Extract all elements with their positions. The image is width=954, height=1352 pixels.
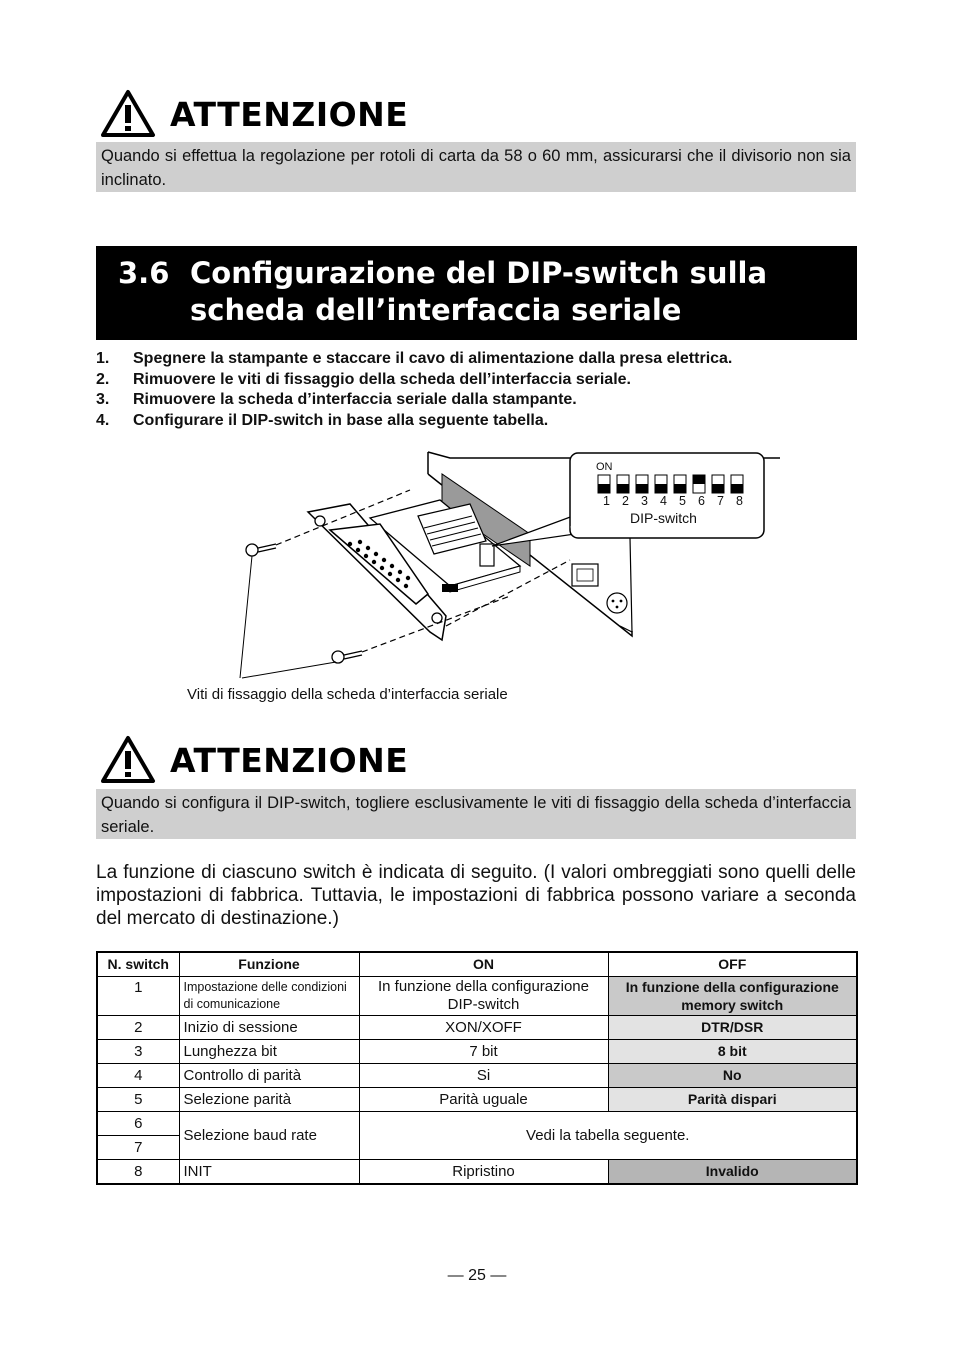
table-cell: 5 xyxy=(97,1088,179,1112)
table-cell: 7 bit xyxy=(359,1040,608,1064)
table-header: OFF xyxy=(608,952,857,977)
dip-switch-knob xyxy=(617,484,629,493)
steps-list xyxy=(96,349,856,432)
warning-text-2: Quando si configura il DIP-switch, togliere esclusivamente le viti di fissaggio della scheda d’interfaccia seriale. xyxy=(96,789,856,839)
table-cell: 8 xyxy=(97,1160,179,1185)
table-cell: 1 xyxy=(97,977,179,1016)
table-cell: 4 xyxy=(97,1064,179,1088)
list-item: 1. Spegnere la stampante e staccare il cavo di alimentazione dalla presa elettrica. xyxy=(96,350,733,367)
dip-number: 1 xyxy=(603,494,610,508)
warning-triangle-icon xyxy=(100,89,156,139)
table-cell: 8 bit xyxy=(608,1040,857,1064)
table-cell: Parità dispari xyxy=(608,1088,857,1112)
table-row xyxy=(97,1160,857,1185)
table-cell: 6 xyxy=(97,1112,179,1136)
dip-switch-knob xyxy=(655,484,667,493)
table-row xyxy=(97,1016,857,1040)
warning-text-1: Quando si effettua la regolazione per rotoli di carta da 58 o 60 mm, assicurarsi che il divisorio non sia inclinato. xyxy=(96,142,856,192)
table-cell: 7 xyxy=(97,1136,179,1160)
table-header-row xyxy=(97,952,857,977)
dip-switch-label: DIP-switch xyxy=(630,510,697,526)
table-cell: In funzione della configurazione memory switch xyxy=(608,977,857,1016)
section-title: Configurazione del DIP-switch sulla scheda dell’interfaccia seriale xyxy=(190,256,768,327)
table-row xyxy=(97,1040,857,1064)
table-cell: In funzione della configurazione DIP-switch xyxy=(359,977,608,1016)
list-item: 4. Configurare il DIP-switch in base alla seguente tabella. xyxy=(96,412,549,430)
warning-heading-1 xyxy=(100,88,700,140)
dip-switch-table xyxy=(96,951,858,1185)
list-item: 2. Rimuovere le viti di fissaggio della scheda dell’interfaccia seriale. xyxy=(96,370,631,388)
dip-number: 2 xyxy=(622,494,629,508)
dip-number: 3 xyxy=(641,494,648,508)
table-cell: Selezione baud rate xyxy=(179,1112,359,1160)
table-header: N. switch xyxy=(97,952,179,977)
dip-switch-numbers xyxy=(597,494,749,508)
table-cell: INIT xyxy=(179,1160,359,1185)
table-cell: Vedi la tabella seguente. xyxy=(359,1112,857,1160)
table-cell: Si xyxy=(359,1064,608,1088)
section-heading xyxy=(96,246,857,340)
warning-triangle-icon xyxy=(100,735,156,785)
table-cell: Invalido xyxy=(608,1160,857,1185)
table-cell: XON/XOFF xyxy=(359,1016,608,1040)
dip-switch-knob xyxy=(598,484,610,493)
dip-switch-knob xyxy=(636,484,648,493)
section-number: 3.6 xyxy=(118,256,170,290)
dip-switch-knob xyxy=(712,484,724,493)
table-cell: Ripristino xyxy=(359,1160,608,1185)
table-header: ON xyxy=(359,952,608,977)
dip-switch-knob xyxy=(731,484,743,493)
dip-number: 7 xyxy=(717,494,724,508)
table-row xyxy=(97,1088,857,1112)
figure-caption: Viti di fissaggio della scheda d’interfaccia seriale xyxy=(187,686,508,703)
dip-number: 8 xyxy=(736,494,743,508)
table-cell: Inizio di sessione xyxy=(179,1016,359,1040)
table-cell: Parità uguale xyxy=(359,1088,608,1112)
page-number: — 25 — xyxy=(447,1267,507,1284)
table-cell: 2 xyxy=(97,1016,179,1040)
table-cell: 3 xyxy=(97,1040,179,1064)
dip-on-label: ON xyxy=(596,461,613,473)
list-item: 3. Rimuovere la scheda d’interfaccia seriale dalla stampante. xyxy=(96,391,577,409)
table-cell: Lunghezza bit xyxy=(179,1040,359,1064)
warning-title-2: ATTENZIONE xyxy=(170,740,409,780)
body-paragraph: La funzione di ciascuno switch è indicata di seguito. (I valori ombreggiati sono quelli delle impostazioni di fabbrica. Tuttavia, le impostazioni di fabbrica possono variare a seconda del mercato di destinazione.) xyxy=(96,862,856,929)
table-row xyxy=(97,977,857,1016)
table-cell: Impostazione delle condizioni di comunicazione xyxy=(179,977,359,1016)
table-cell: DTR/DSR xyxy=(608,1016,857,1040)
table-cell: Controllo di parità xyxy=(179,1064,359,1088)
dip-switch-knob xyxy=(674,484,686,493)
dip-number: 5 xyxy=(679,494,686,508)
dip-switch-graphic xyxy=(596,474,748,494)
dip-number: 4 xyxy=(660,494,667,508)
table-row xyxy=(97,1112,857,1136)
warning-heading-2 xyxy=(100,734,700,786)
table-header: Funzione xyxy=(179,952,359,977)
table-row xyxy=(97,1064,857,1088)
table-cell: No xyxy=(608,1064,857,1088)
dip-switch-knob xyxy=(693,475,705,484)
dip-number: 6 xyxy=(698,494,705,508)
warning-title-1: ATTENZIONE xyxy=(170,94,409,134)
table-cell: Selezione parità xyxy=(179,1088,359,1112)
